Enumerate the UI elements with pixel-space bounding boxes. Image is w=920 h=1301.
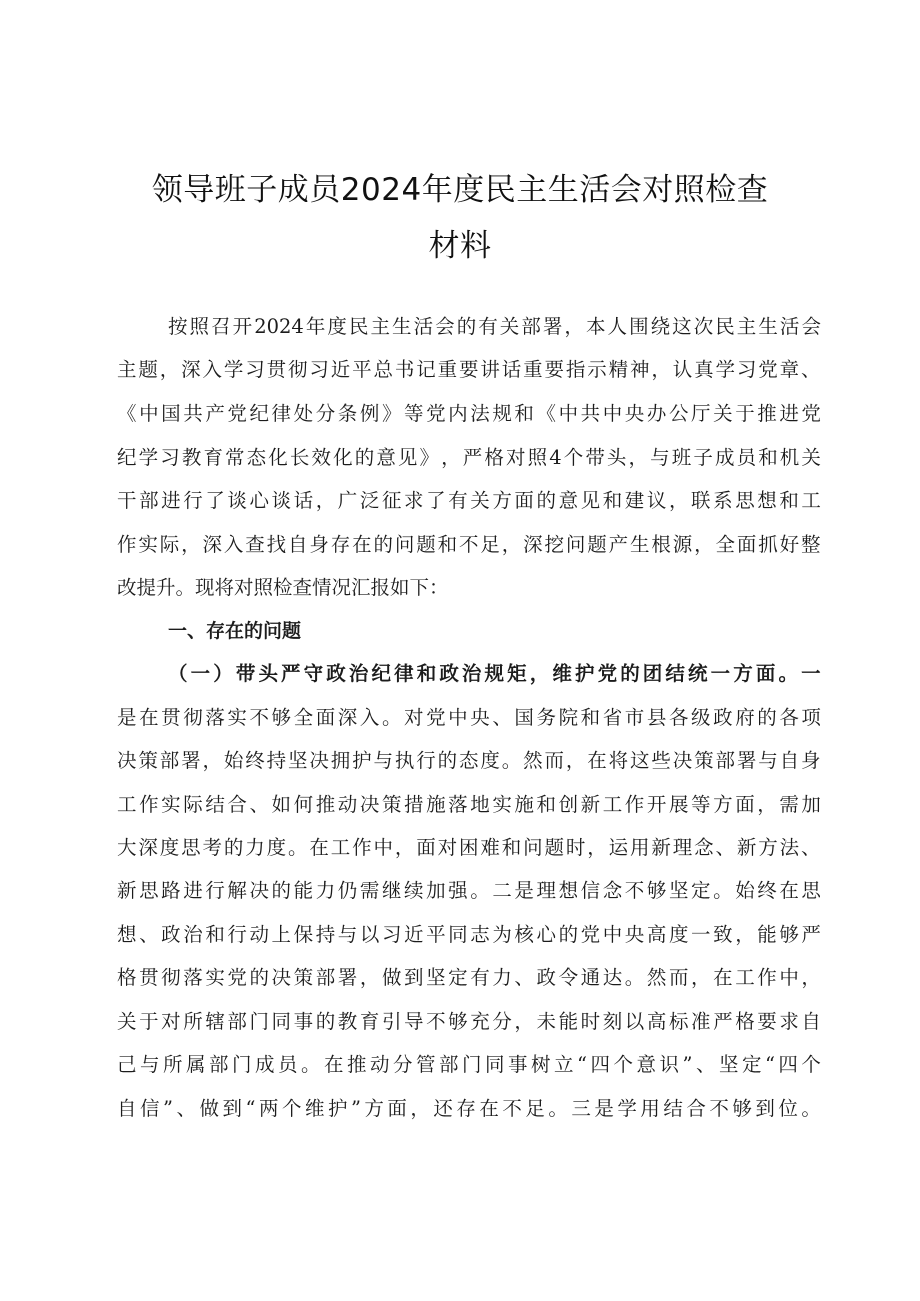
paragraph-line: 格 贯 彻 落 实 党 的 决 策 部 署 ， 做 到 坚 定 有 力 、 政 令 通 达 。 然 而 ， 在 工 作 中 ， [117, 966, 821, 989]
paragraph-line: 主 题 ， 深 入 学 习 贯 彻 习 近 平 总 书 记 重 要 讲 话 重 要 指 示 精 神 ， 认 真 学 习 党 章 、 [117, 358, 821, 381]
paragraph-line: 是 在 贯 彻 落 实 不 够 全 面 深 入 。 对 党 中 央 、 国 务 院 和 省 市 县 各 级 政 府 的 各 项 [117, 706, 821, 729]
document-title-line-2: 材料 [428, 228, 492, 264]
section-heading: 一、存在的问题 [168, 620, 302, 642]
paragraph-line: 大 深 度 思 考 的 力 度 。 在 工 作 中 ， 面 对 困 难 和 问 题 时 ， 运 用 新 理 念 、 新 方 法 、 [117, 836, 821, 859]
paragraph-line: 纪 学 习 教 育 常 态 化 长 效 化 的 意 见 》 ， 严 格 对 照 4 个 带 头 ， 与 班 子 成 员 和 机 关 [117, 446, 821, 469]
paragraph-line: 作 实 际 ， 深 入 查 找 自 身 存 在 的 问 题 和 不 足 ， 深 挖 问 题 产 生 根 源 ， 全 面 抓 好 整 [117, 533, 821, 556]
paragraph-line: 己 与 所 属 部 门 成 员 。 在 推 动 分 管 部 门 同 事 树 立 “ 四 个 意 识 ” 、 坚 定 “ 四 个 [117, 1053, 821, 1076]
paragraph-line: 《 中 国 共 产 党 纪 律 处 分 条 例 》 等 党 内 法 规 和 《 中 共 中 央 办 公 厅 关 于 推 进 党 [117, 402, 821, 425]
paragraph-line: 改提升。现将对照检查情况汇报如下： [117, 576, 449, 599]
paragraph-line: 决 策 部 署 ， 始 终 持 坚 决 拥 护 与 执 行 的 态 度 。 然 而 ， 在 将 这 些 决 策 部 署 与 自 身 [117, 749, 821, 772]
paragraph-line: 想 、 政 治 和 行 动 上 保 持 与 以 习 近 平 同 志 为 核 心 的 党 中 央 高 度 一 致 ， 能 够 严 [117, 923, 821, 946]
paragraph-line: 自 信 ” 、 做 到 “ 两 个 维 护 ” 方 面 ， 还 存 在 不 足 。 三 是 学 用 结 合 不 够 到 位 。 [117, 1097, 821, 1120]
paragraph-line: 干 部 进 行 了 谈 心 谈 话 ， 广 泛 征 求 了 有 关 方 面 的 意 见 和 建 议 ， 联 系 思 想 和 工 [117, 489, 821, 512]
document-title-line-1: 领导班子成员2024年度民主生活会对照检查 [151, 172, 769, 208]
paragraph-line: 按 照 召 开 2024 年 度 民 主 生 活 会 的 有 关 部 署 ， 本 人 围 绕 这 次 民 主 生 活 会 [168, 315, 821, 338]
subsection-heading: （ 一 ） 带 头 严 守 政 治 纪 律 和 政 治 规 矩 ， 维 护 党 的 团 结 统 一 方 面 。 一 [168, 662, 821, 685]
paragraph-line: 新 思 路 进 行 解 决 的 能 力 仍 需 继 续 加 强 。 二 是 理 想 信 念 不 够 坚 定 。 始 终 在 思 [117, 879, 821, 902]
paragraph-line: 关 于 对 所 辖 部 门 同 事 的 教 育 引 导 不 够 充 分 ， 未 能 时 刻 以 高 标 准 严 格 要 求 自 [117, 1010, 821, 1033]
paragraph-line: 工 作 实 际 结 合 、 如 何 推 动 决 策 措 施 落 地 实 施 和 创 新 工 作 开 展 等 方 面 ， 需 加 [117, 793, 821, 816]
